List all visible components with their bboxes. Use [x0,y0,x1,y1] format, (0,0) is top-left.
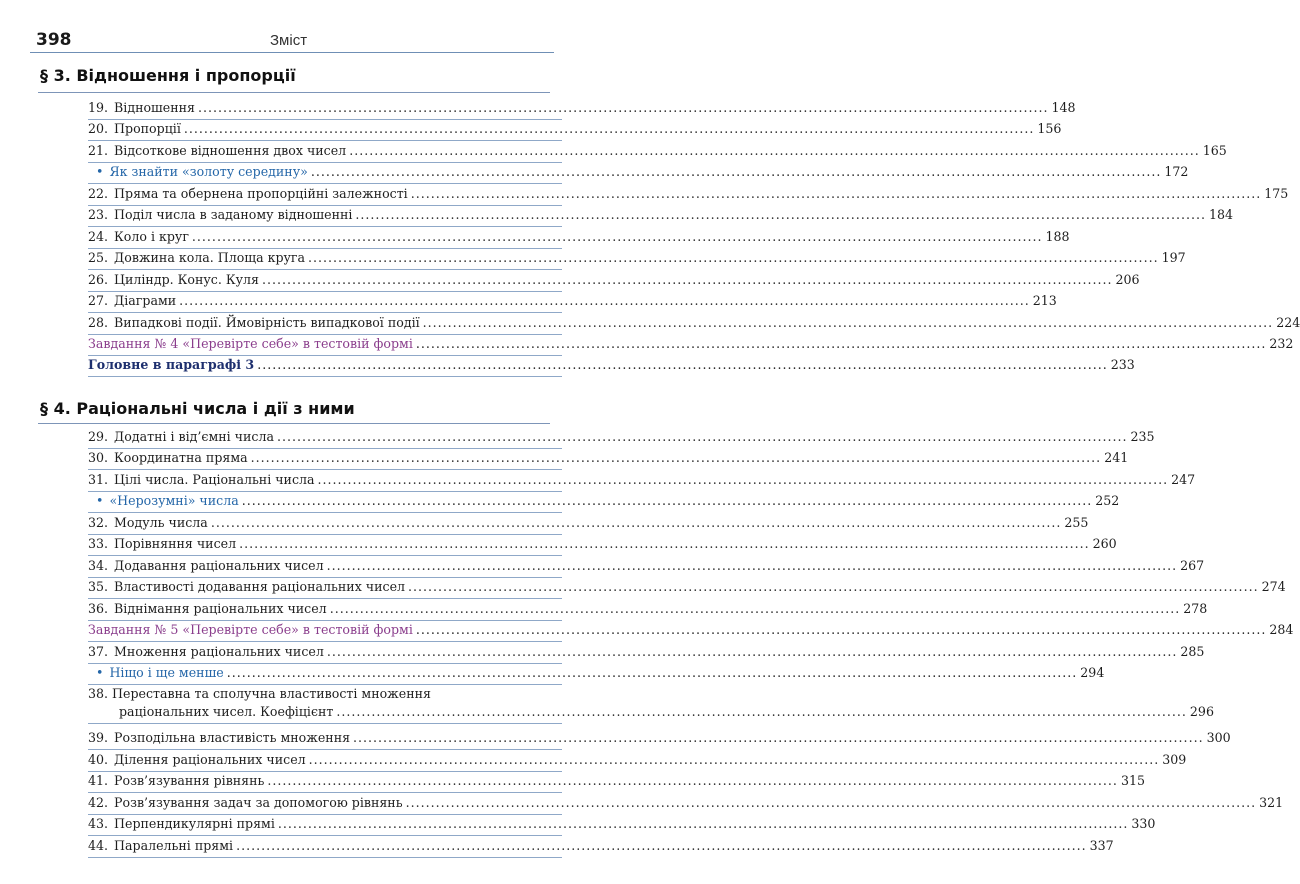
entry-page: 206 [1115,271,1140,287]
row-divider [88,857,562,858]
entry-number: 28. [88,314,109,330]
entry-title: Циліндр. Конус. Куля [114,271,259,287]
toc-entry[interactable] [88,356,1135,374]
leader-dots [179,292,1030,310]
entry-page: 278 [1183,600,1208,616]
leader-dots [408,578,1259,596]
entry-number: 22. [88,185,109,201]
leader-dots [416,335,1267,353]
entry-title: Віднімання раціональних чисел [114,600,327,616]
section-title: § 4. Раціональні числа і дії з ними [40,399,355,418]
leader-dots [278,815,1129,833]
entry-page: 175 [1264,185,1289,201]
entry-title: Розв’язування задач за допомогою рівнянь [114,794,403,810]
entry-title: Модуль числа [114,514,208,530]
toc-entry[interactable] [88,514,1089,532]
entry-page: 224 [1276,314,1300,330]
entry-title: Додатні і від’ємні числа [114,429,274,444]
leader-dots [184,120,1035,138]
entry-title: Розподільна властивість множення [114,730,351,746]
toc-entry[interactable] [88,271,1140,289]
toc-entry[interactable] [88,292,1057,310]
toc-entry[interactable] [88,837,1114,855]
entry-page: 213 [1032,293,1057,309]
leader-dots [277,428,1128,446]
entry-number: 30. [88,450,109,466]
entry-title: раціональних чисел. Коефіцієнт [119,704,334,720]
bullet-icon: • [96,664,104,680]
entry-title: Як знайти «золоту середину» [109,164,308,180]
entry-number: 20. [88,121,109,137]
entry-title: Перпендикулярні прямі [114,816,275,832]
entry-page: 247 [1171,471,1196,487]
toc-entry[interactable] [88,492,1120,510]
leader-dots [330,600,1181,618]
toc-entry[interactable] [88,99,1076,117]
page-header [30,28,554,56]
toc-entry[interactable] [88,335,1294,353]
entry-number: 44. [88,837,109,853]
entry-title-line: Переставна та сполучна властивості множення [112,686,431,702]
leader-dots [251,449,1102,467]
entry-number: 36. [88,600,109,616]
entry-page: 252 [1095,493,1120,509]
entry-number: 31. [88,471,109,487]
leader-dots [423,314,1274,332]
toc-entry[interactable] [88,600,1208,618]
entry-title: Розв’язування рівнянь [114,773,265,789]
entry-number: 25. [88,250,109,266]
toc-entry[interactable] [88,815,1156,833]
leader-dots [192,228,1043,246]
entry-number: 40. [88,751,109,767]
toc-entry[interactable] [88,729,1231,747]
entry-number: 43. [88,816,109,832]
entry-page: 274 [1261,579,1286,595]
leader-dots [336,703,1187,721]
entry-page: 232 [1269,335,1294,351]
row-divider [88,723,562,724]
entry-title: Діаграми [114,293,177,309]
entry-page: 330 [1131,816,1156,832]
entry-page: 255 [1064,514,1089,530]
entry-page: 300 [1206,730,1231,746]
leader-dots [239,535,1090,553]
bullet-icon: • [96,493,104,509]
leader-dots [242,492,1093,510]
toc-entry[interactable] [88,703,1214,721]
entry-number: 32. [88,514,109,530]
entry-number: 19. [88,100,109,115]
toc-entry[interactable] [88,643,1205,661]
toc-entry[interactable] [88,621,1294,639]
section-rule [38,92,550,93]
entry-page: 321 [1259,794,1284,810]
entry-page: 233 [1110,357,1135,373]
toc-entry[interactable] [88,185,1289,203]
entry-title: Паралельні прямі [114,837,234,853]
toc-entry[interactable] [88,557,1205,575]
toc-entry[interactable] [88,163,1189,181]
running-head: Зміст [270,32,308,49]
entry-number: 26. [88,271,109,287]
entry-page: 235 [1130,429,1155,444]
entry-title: Координатна пряма [114,450,248,466]
toc-entry[interactable] [88,664,1105,682]
page-number: 398 [36,30,72,50]
leader-dots [309,751,1160,769]
entry-title: Поділ числа в заданому відношенні [114,207,353,223]
section-rule [38,423,550,424]
entry-number: 38. [88,686,113,702]
toc-entry[interactable] [88,578,1286,596]
entry-number: 29. [88,429,109,444]
entry-title: Завдання № 4 «Перевірте себе» в тестовій формі [88,335,413,351]
leader-dots [257,356,1108,374]
toc-entry[interactable] [88,772,1145,790]
toc-entry[interactable] [88,142,1227,160]
entry-title: Додавання раціональних чисел [114,557,324,573]
row-divider [88,376,562,377]
toc-entry[interactable] [88,428,1155,446]
leader-dots [318,471,1169,489]
toc-entry-line[interactable] [88,685,560,703]
entry-title: Випадкові події. Ймовірність випадкової події [114,314,420,330]
entry-title: Ділення раціональних чисел [114,751,306,767]
entry-page: 315 [1120,773,1145,789]
entry-page: 197 [1161,250,1186,266]
entry-number: 39. [88,730,109,746]
entry-page: 156 [1037,121,1062,137]
entry-title: Властивості додавання раціональних чисел [114,579,406,595]
entry-page: 296 [1189,704,1214,720]
leader-dots [327,643,1178,661]
entry-title: Порівняння чисел [114,536,237,552]
leader-dots [349,142,1200,160]
leader-dots [262,271,1113,289]
entry-page: 284 [1269,622,1294,638]
leader-dots [411,185,1262,203]
entry-number: 21. [88,142,109,158]
entry-number: 42. [88,794,109,810]
leader-dots [227,664,1078,682]
toc-entry[interactable] [88,228,1070,246]
entry-number: 34. [88,557,109,573]
entry-page: 337 [1089,837,1114,853]
toc-entry[interactable] [88,120,1062,138]
entry-title: Ніщо і ще менше [109,664,224,680]
leader-dots [353,729,1204,747]
entry-title: Відношення [114,100,195,115]
toc-entry[interactable] [88,751,1187,769]
entry-title: Довжина кола. Площа круга [114,250,306,266]
entry-number: 33. [88,536,109,552]
entry-title: Коло і круг [114,228,189,244]
leader-dots [327,557,1178,575]
entry-title: Завдання № 5 «Перевірте себе» в тестовій формі [88,622,413,638]
leader-dots [267,772,1118,790]
entry-title: Головне в параграфі 3 [88,357,255,373]
entry-title: Пропорції [114,121,181,137]
entry-page: 188 [1045,228,1070,244]
header-rule [30,52,554,53]
entry-page: 309 [1162,751,1187,767]
entry-title: Пряма та обернена пропорційні залежності [114,185,408,201]
leader-dots [198,99,1049,117]
toc-entry[interactable] [88,535,1117,553]
entry-number: 23. [88,207,109,223]
entry-page: 148 [1051,100,1076,115]
entry-title: «Нерозумні» числа [109,493,239,509]
entry-number: 35. [88,579,109,595]
leader-dots [311,163,1162,181]
toc-entry[interactable] [88,449,1129,467]
entry-title: Множення раціональних чисел [114,643,324,659]
toc-entry[interactable] [88,471,1196,489]
entry-number: 41. [88,773,109,789]
section-title: § 3. Відношення і пропорції [40,66,296,85]
entry-page: 294 [1080,664,1105,680]
toc-entry[interactable] [88,249,1186,267]
entry-page: 267 [1180,557,1205,573]
leader-dots [355,206,1206,224]
entry-number: 27. [88,293,109,309]
entry-page: 172 [1164,164,1189,180]
entry-page: 260 [1092,536,1117,552]
bullet-icon: • [96,164,104,180]
leader-dots [416,621,1267,639]
leader-dots [308,249,1159,267]
entry-title: Цілі числа. Раціональні числа [114,471,315,487]
leader-dots [236,837,1087,855]
leader-dots [211,514,1062,532]
entry-page: 241 [1104,450,1129,466]
toc-entry[interactable] [88,794,1284,812]
entry-page: 285 [1180,643,1205,659]
toc-entry[interactable] [88,314,1300,332]
entry-title: Відсоткове відношення двох чисел [114,142,347,158]
leader-dots [406,794,1257,812]
toc-entry[interactable] [88,206,1234,224]
entry-page: 165 [1202,142,1227,158]
entry-number: 37. [88,643,109,659]
entry-number: 24. [88,228,109,244]
entry-page: 184 [1208,207,1234,223]
